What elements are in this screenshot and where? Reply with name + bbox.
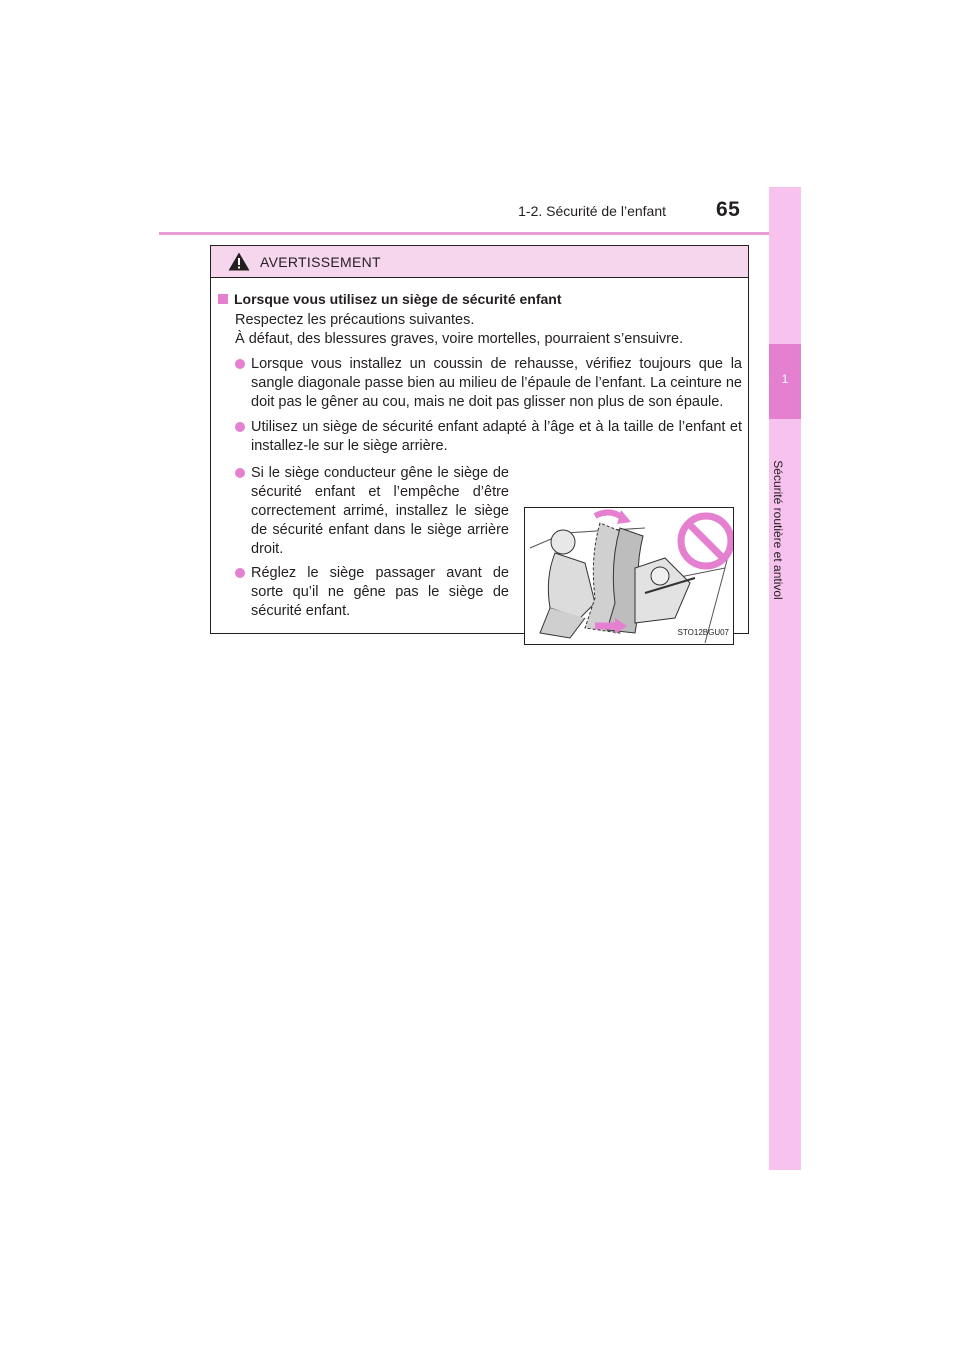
bottom-bullets	[217, 464, 509, 626]
warning-heading	[217, 290, 742, 309]
figure-code: STO12BGU07	[677, 628, 729, 637]
bullet-text: Réglez le siège passager avant de sorte qu’il ne gêne pas le siège de sécurité enfant.	[251, 565, 509, 619]
intro-line-1: Respectez les précautions suivantes.	[235, 312, 475, 328]
warning-header	[211, 246, 748, 278]
chapter-title: Sécurité routière et antivol	[771, 460, 785, 600]
bullet-item	[235, 418, 742, 456]
warning-heading-text: Lorsque vous utilisez un siège de sécurité enfant	[234, 291, 562, 307]
round-bullet-icon	[235, 468, 245, 478]
page-number: 65	[716, 198, 741, 221]
bullet-text: Lorsque vous installez un coussin de rehausse, vérifiez toujours que la sangle diagonale passe bien au milieu de l’épaule de l’enfant. La ceinture ne doit pas le gêner au cou, mais ne doit pas glisser non plus de son épaule.	[251, 356, 742, 410]
warning-triangle-icon	[228, 252, 250, 271]
bullet-text: Si le siège conducteur gêne le siège de sécurité enfant et l’empêche d’être correctement arrimé, installez le siège de sécurité enfant dans le siège arrière droit.	[251, 465, 509, 557]
warning-box	[210, 245, 749, 637]
bullet-item	[235, 464, 509, 559]
warning-title: AVERTISSEMENT	[260, 253, 381, 270]
round-bullet-icon	[235, 422, 245, 432]
square-bullet-icon	[218, 294, 228, 304]
bullet-text: Utilisez un siège de sécurité enfant adapté à l’âge et à la taille de l’enfant et installez-le sur le siège arrière.	[251, 419, 742, 454]
car-seat-illustration	[524, 507, 734, 645]
header-rule	[159, 232, 769, 235]
round-bullet-icon	[235, 359, 245, 369]
bullet-item	[235, 355, 742, 412]
bullet-item	[235, 564, 509, 621]
chapter-side-tab	[769, 187, 801, 1170]
intro-line-2: À défaut, des blessures graves, voire mortelles, pourraient s’ensuivre.	[235, 331, 684, 347]
chapter-number: 1	[781, 372, 789, 386]
warning-body	[211, 278, 748, 637]
section-title: 1-2. Sécurité de l’enfant	[518, 203, 666, 219]
round-bullet-icon	[235, 568, 245, 578]
